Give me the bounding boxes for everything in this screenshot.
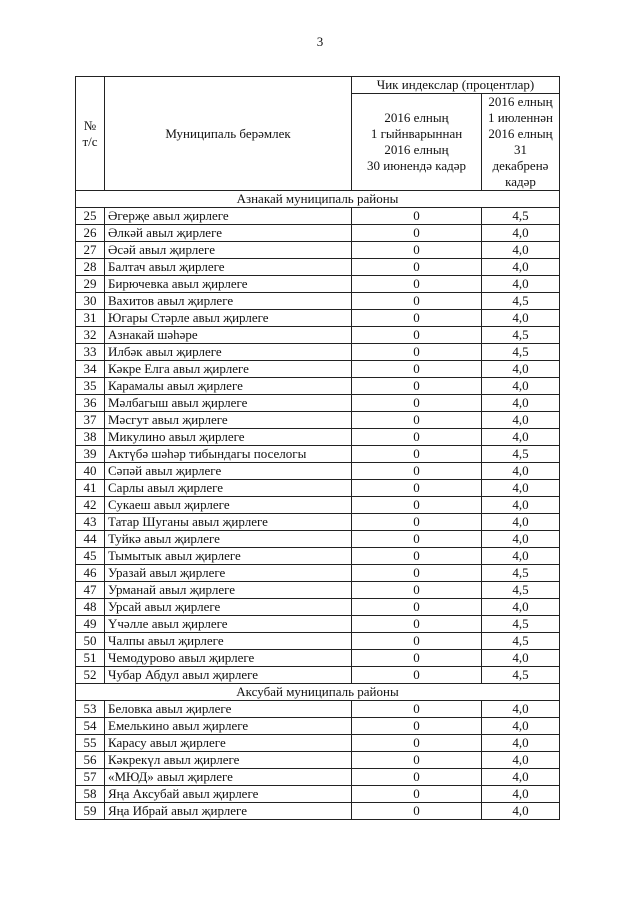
table-row <box>76 803 560 820</box>
table-row <box>76 514 560 531</box>
index-period-2: 4,0 <box>482 514 560 531</box>
page-number: 3 <box>316 34 324 49</box>
municipality-name: Карасу авыл җирлеге <box>105 735 352 752</box>
table-row <box>76 242 560 259</box>
index-period-2: 4,0 <box>482 803 560 820</box>
row-number: 54 <box>76 718 105 735</box>
row-number: 51 <box>76 650 105 667</box>
municipality-name: Югары Стәрле авыл җирлеге <box>105 310 352 327</box>
table-row <box>76 769 560 786</box>
municipality-name: Кәкрекүл авыл җирлеге <box>105 752 352 769</box>
municipality-name: Сәпәй авыл җирлеге <box>105 463 352 480</box>
index-period-1: 0 <box>352 718 482 735</box>
row-number: 56 <box>76 752 105 769</box>
row-number: 31 <box>76 310 105 327</box>
municipality-name: Туйкә авыл җирлеге <box>105 531 352 548</box>
table-row <box>76 735 560 752</box>
index-period-1: 0 <box>352 480 482 497</box>
row-number: 33 <box>76 344 105 361</box>
index-period-2: 4,0 <box>482 395 560 412</box>
index-period-2: 4,0 <box>482 378 560 395</box>
row-number: 38 <box>76 429 105 446</box>
rates-table <box>75 76 560 820</box>
row-number: 55 <box>76 735 105 752</box>
index-period-2: 4,0 <box>482 752 560 769</box>
row-number: 36 <box>76 395 105 412</box>
index-period-1: 0 <box>352 344 482 361</box>
table-row <box>76 650 560 667</box>
row-number: 29 <box>76 276 105 293</box>
index-period-2: 4,0 <box>482 599 560 616</box>
table-row <box>76 786 560 803</box>
table-row <box>76 429 560 446</box>
table-row <box>76 463 560 480</box>
column-header-indices: Чик индекслар (процентлар) <box>352 77 560 94</box>
table-row <box>76 480 560 497</box>
column-header-period-1: 2016 елның 1 гыйнварыннан 2016 елның 30 июнендә кадәр <box>352 94 482 191</box>
table-row <box>76 327 560 344</box>
index-period-1: 0 <box>352 310 482 327</box>
row-number: 34 <box>76 361 105 378</box>
municipality-name: Уразай авыл җирлеге <box>105 565 352 582</box>
municipality-name: Яңа Аксубай авыл җирлеге <box>105 786 352 803</box>
index-period-1: 0 <box>352 497 482 514</box>
column-header-number: № т/с <box>76 77 105 191</box>
row-number: 48 <box>76 599 105 616</box>
index-period-1: 0 <box>352 786 482 803</box>
municipality-name: Кәкре Елга авыл җирлеге <box>105 361 352 378</box>
index-period-1: 0 <box>352 208 482 225</box>
municipality-name: Әсәй авыл җирлеге <box>105 242 352 259</box>
municipality-name: Тымытык авыл җирлеге <box>105 548 352 565</box>
municipality-name: Урманай авыл җирлеге <box>105 582 352 599</box>
index-period-2: 4,5 <box>482 293 560 310</box>
municipality-name: Вахитов авыл җирлеге <box>105 293 352 310</box>
municipality-name: Илбәк авыл җирлеге <box>105 344 352 361</box>
index-period-2: 4,5 <box>482 327 560 344</box>
index-period-1: 0 <box>352 616 482 633</box>
row-number: 42 <box>76 497 105 514</box>
municipality-name: Урсай авыл җирлеге <box>105 599 352 616</box>
index-period-1: 0 <box>352 395 482 412</box>
table-row <box>76 395 560 412</box>
index-period-2: 4,0 <box>482 276 560 293</box>
table-row <box>76 497 560 514</box>
index-period-1: 0 <box>352 650 482 667</box>
row-number: 32 <box>76 327 105 344</box>
row-number: 47 <box>76 582 105 599</box>
index-period-1: 0 <box>352 565 482 582</box>
index-period-2: 4,0 <box>482 650 560 667</box>
table-row <box>76 752 560 769</box>
index-period-1: 0 <box>352 412 482 429</box>
table-header <box>76 77 560 191</box>
municipality-name: Яңа Ибрай авыл җирлеге <box>105 803 352 820</box>
row-number: 35 <box>76 378 105 395</box>
row-number: 40 <box>76 463 105 480</box>
index-period-1: 0 <box>352 293 482 310</box>
municipality-name: Мәсгут авыл җирлеге <box>105 412 352 429</box>
index-period-2: 4,5 <box>482 344 560 361</box>
index-period-2: 4,5 <box>482 208 560 225</box>
row-number: 52 <box>76 667 105 684</box>
index-period-1: 0 <box>352 752 482 769</box>
section-row <box>76 191 560 208</box>
index-period-2: 4,0 <box>482 718 560 735</box>
table-row <box>76 344 560 361</box>
table-row <box>76 616 560 633</box>
row-number: 50 <box>76 633 105 650</box>
index-period-2: 4,0 <box>482 480 560 497</box>
municipality-name: Әлкәй авыл җирлеге <box>105 225 352 242</box>
table-row <box>76 718 560 735</box>
index-period-2: 4,0 <box>482 225 560 242</box>
index-period-1: 0 <box>352 361 482 378</box>
index-period-2: 4,0 <box>482 242 560 259</box>
table-row <box>76 225 560 242</box>
row-number: 27 <box>76 242 105 259</box>
index-period-1: 0 <box>352 701 482 718</box>
index-period-1: 0 <box>352 378 482 395</box>
row-number: 43 <box>76 514 105 531</box>
index-period-2: 4,5 <box>482 582 560 599</box>
table-row <box>76 293 560 310</box>
table-body <box>76 191 560 820</box>
municipality-name: Чубар Абдул авыл җирлеге <box>105 667 352 684</box>
table-row <box>76 310 560 327</box>
municipality-name: Чалпы авыл җирлеге <box>105 633 352 650</box>
index-period-2: 4,5 <box>482 667 560 684</box>
index-period-2: 4,5 <box>482 633 560 650</box>
index-period-1: 0 <box>352 548 482 565</box>
table-row <box>76 633 560 650</box>
index-period-1: 0 <box>352 803 482 820</box>
row-number: 41 <box>76 480 105 497</box>
index-period-1: 0 <box>352 327 482 344</box>
section-title: Азнакай муниципаль районы <box>76 191 560 208</box>
row-number: 53 <box>76 701 105 718</box>
index-period-1: 0 <box>352 667 482 684</box>
table-row <box>76 378 560 395</box>
section-title: Аксубай муниципаль районы <box>76 684 560 701</box>
municipality-name: Микулино авыл җирлеге <box>105 429 352 446</box>
index-period-2: 4,0 <box>482 735 560 752</box>
municipality-name: Беловка авыл җирлеге <box>105 701 352 718</box>
column-header-municipality: Муниципаль берәмлек <box>105 77 352 191</box>
table-row <box>76 276 560 293</box>
index-period-2: 4,0 <box>482 786 560 803</box>
municipality-name: Бирючевка авыл җирлеге <box>105 276 352 293</box>
index-period-2: 4,0 <box>482 531 560 548</box>
municipality-name: Әгерҗе авыл җирлеге <box>105 208 352 225</box>
municipality-name: Балтач авыл җирлеге <box>105 259 352 276</box>
table-row <box>76 701 560 718</box>
municipality-name: Татар Шуганы авыл җирлеге <box>105 514 352 531</box>
index-period-1: 0 <box>352 735 482 752</box>
column-header-period-2: 2016 елның 1 июленнән 2016 елның 31 декабренә кадәр <box>482 94 560 191</box>
index-period-1: 0 <box>352 531 482 548</box>
index-period-1: 0 <box>352 463 482 480</box>
row-number: 26 <box>76 225 105 242</box>
index-period-1: 0 <box>352 582 482 599</box>
index-period-2: 4,0 <box>482 769 560 786</box>
index-period-2: 4,5 <box>482 565 560 582</box>
index-period-2: 4,0 <box>482 701 560 718</box>
table-row <box>76 667 560 684</box>
municipality-name: Үчәлле авыл җирлеге <box>105 616 352 633</box>
table-row <box>76 412 560 429</box>
table-row <box>76 259 560 276</box>
index-period-1: 0 <box>352 429 482 446</box>
row-number: 59 <box>76 803 105 820</box>
index-period-2: 4,0 <box>482 259 560 276</box>
index-period-1: 0 <box>352 633 482 650</box>
section-row <box>76 684 560 701</box>
index-period-2: 4,0 <box>482 412 560 429</box>
row-number: 46 <box>76 565 105 582</box>
row-number: 37 <box>76 412 105 429</box>
municipality-name: Азнакай шәһәре <box>105 327 352 344</box>
municipality-name: Мәлбагыш авыл җирлеге <box>105 395 352 412</box>
index-period-1: 0 <box>352 599 482 616</box>
municipality-name: Сукаеш авыл җирлеге <box>105 497 352 514</box>
row-number: 57 <box>76 769 105 786</box>
index-period-1: 0 <box>352 242 482 259</box>
index-period-2: 4,5 <box>482 446 560 463</box>
table-row <box>76 361 560 378</box>
table-row <box>76 208 560 225</box>
row-number: 25 <box>76 208 105 225</box>
municipality-name: Чемодурово авыл җирлеге <box>105 650 352 667</box>
index-period-1: 0 <box>352 446 482 463</box>
row-number: 44 <box>76 531 105 548</box>
table-row <box>76 446 560 463</box>
index-period-1: 0 <box>352 769 482 786</box>
municipality-name: Сарлы авыл җирлеге <box>105 480 352 497</box>
municipality-name: «МЮД» авыл җирлеге <box>105 769 352 786</box>
municipality-name: Карамалы авыл җирлеге <box>105 378 352 395</box>
index-period-1: 0 <box>352 259 482 276</box>
index-period-1: 0 <box>352 276 482 293</box>
index-period-2: 4,0 <box>482 463 560 480</box>
index-period-1: 0 <box>352 514 482 531</box>
table-row <box>76 582 560 599</box>
row-number: 28 <box>76 259 105 276</box>
row-number: 58 <box>76 786 105 803</box>
municipality-name: Емелькино авыл җирлеге <box>105 718 352 735</box>
row-number: 39 <box>76 446 105 463</box>
table-row <box>76 565 560 582</box>
index-period-2: 4,0 <box>482 361 560 378</box>
row-number: 45 <box>76 548 105 565</box>
row-number: 30 <box>76 293 105 310</box>
index-period-2: 4,0 <box>482 548 560 565</box>
municipality-name: Актүбә шәһәр тибындагы поселогы <box>105 446 352 463</box>
row-number: 49 <box>76 616 105 633</box>
index-period-2: 4,0 <box>482 310 560 327</box>
table-row <box>76 548 560 565</box>
index-period-2: 4,0 <box>482 497 560 514</box>
index-period-2: 4,5 <box>482 616 560 633</box>
table-row <box>76 599 560 616</box>
index-period-2: 4,0 <box>482 429 560 446</box>
table-row <box>76 531 560 548</box>
index-period-1: 0 <box>352 225 482 242</box>
